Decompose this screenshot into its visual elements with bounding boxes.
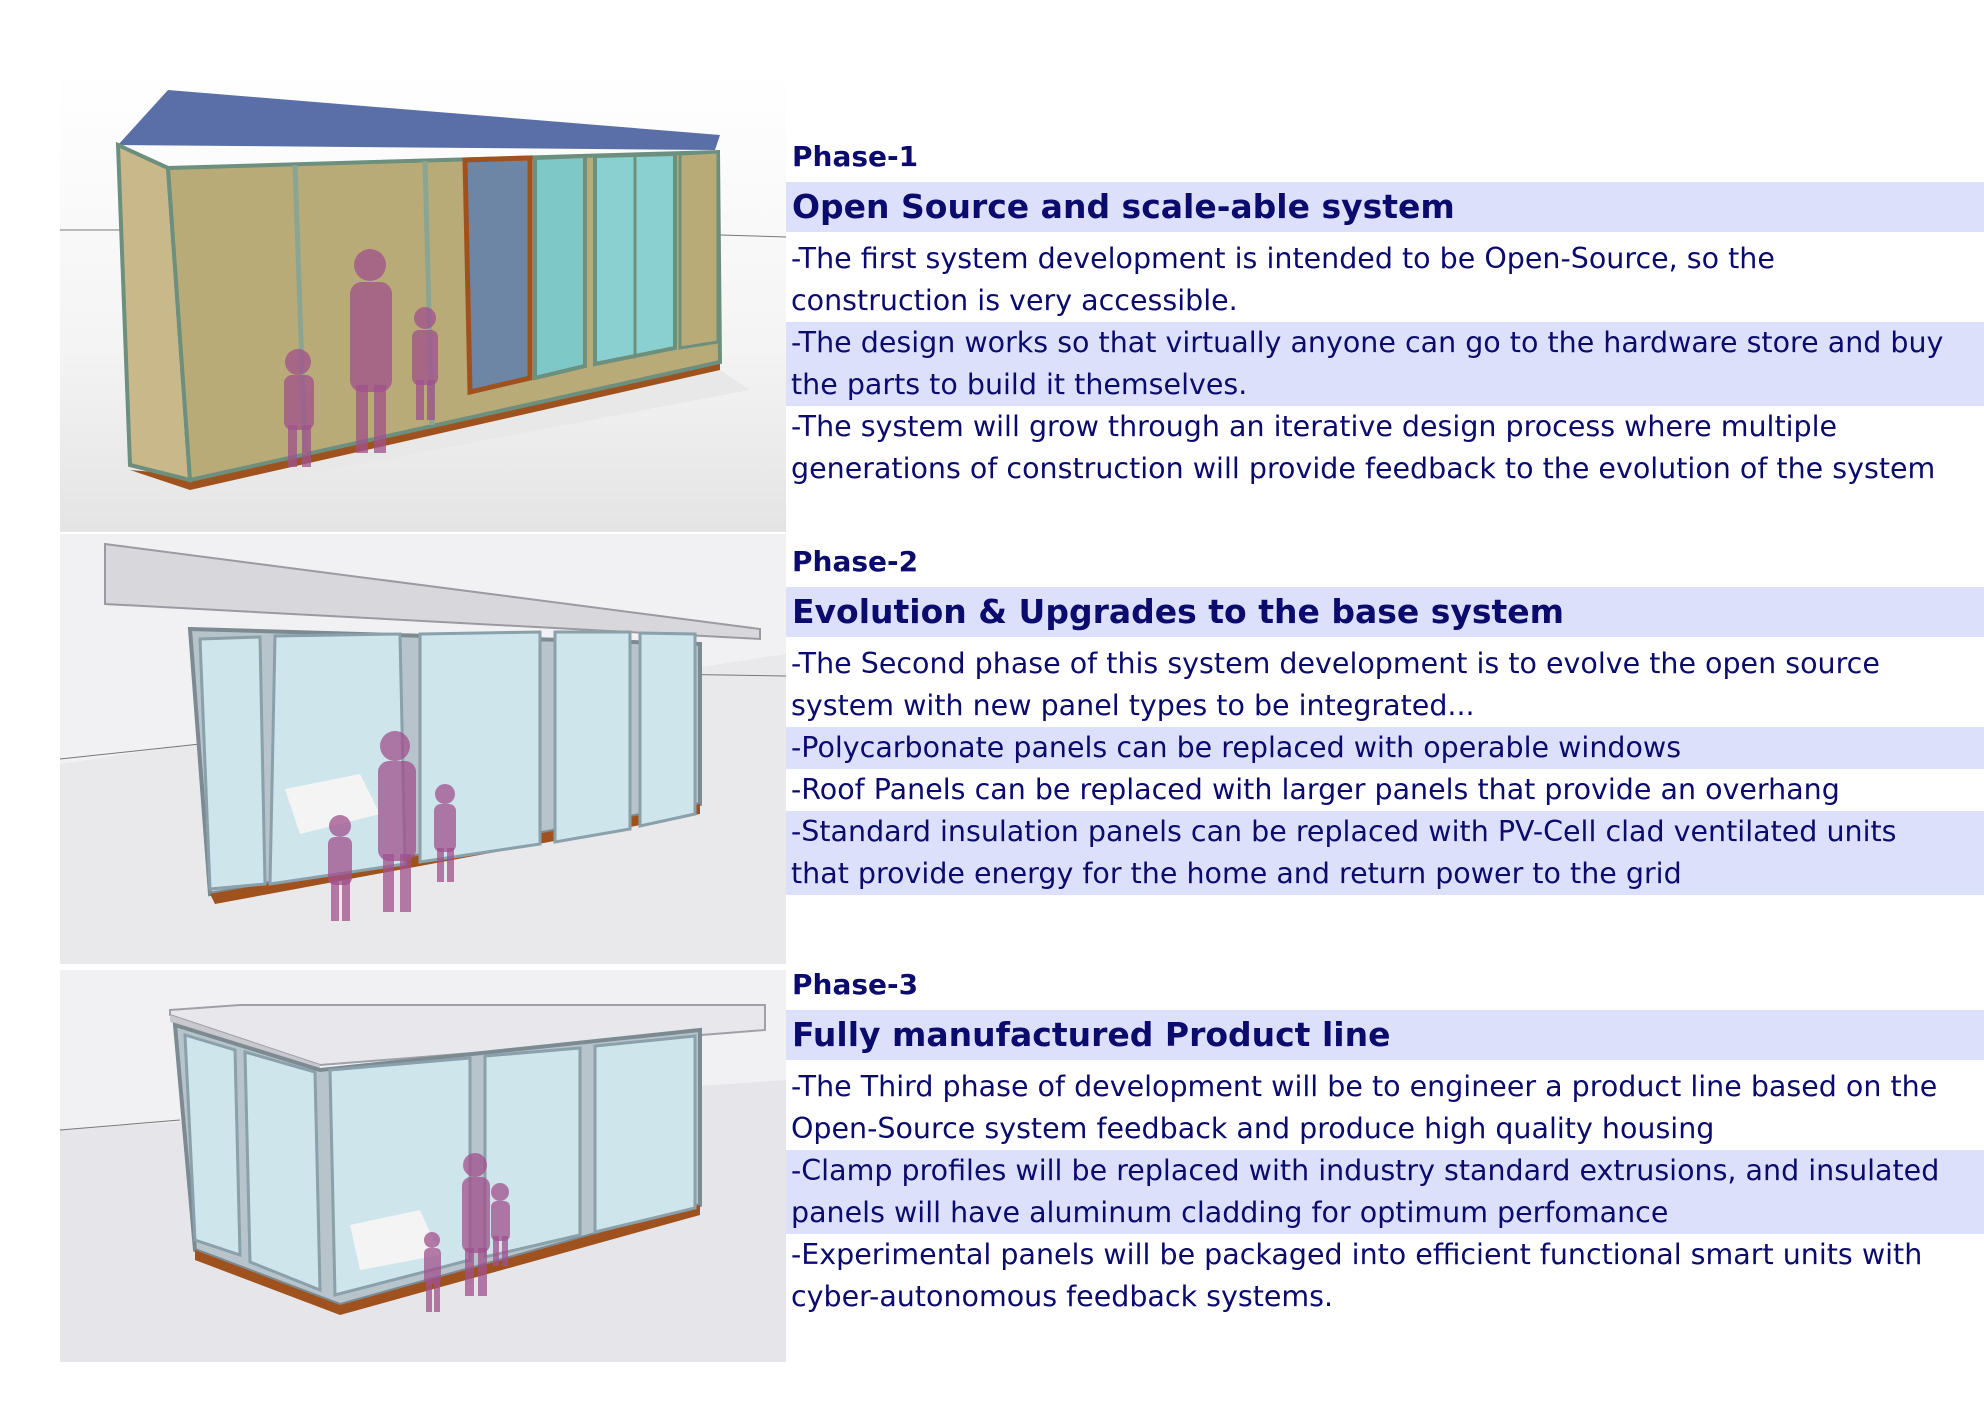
phase-label: Phase-2 [792,545,919,578]
phase-paragraph: -Clamp profiles will be replaced with industry standard extrusions, and insulated panels will have aluminum cladding for optimum perfomance [786,1150,1984,1234]
phase-3-rendering [60,970,786,1362]
phase-paragraph: -The system will grow through an iterative design process where multiple generations of construction will provide feedback to the evolution of the system [791,410,1936,485]
phase-1-rendering [60,70,786,532]
phase-label: Phase-3 [792,968,919,1001]
phase-paragraph: -Experimental panels will be packaged into efficient functional smart units with cyber-autonomous feedback systems. [791,1238,1923,1313]
phase-paragraph: -The design works so that virtually anyone can go to the hardware store and buy the parts to build it themselves. [786,322,1984,406]
phase-2-section [786,537,1984,895]
phase-paragraph: -The first system development is intended to be Open-Source, so the construction is very accessible. [791,242,1775,317]
phase-title: Open Source and scale-able system [786,182,1984,232]
phase-2-rendering [60,534,786,964]
phase-title: Evolution & Upgrades to the base system [786,587,1984,637]
phase-label: Phase-1 [792,140,919,173]
phase-paragraph: -Polycarbonate panels can be replaced with operable windows [786,727,1984,769]
phase-1-section [786,132,1984,490]
phase-paragraph: -The Second phase of this system development is to evolve the open source system with new panel types to be integrated... [791,647,1880,722]
phase-paragraph: -Roof Panels can be replaced with larger panels that provide an overhang [791,773,1840,806]
phase-paragraph: -The Third phase of development will be to engineer a product line based on the Open-Source system feedback and produce high quality housing [791,1070,1938,1145]
phase-3-section [786,960,1984,1318]
phase-paragraph: -Standard insulation panels can be replaced with PV-Cell clad ventilated units that provide energy for the home and return power to the grid [786,811,1984,895]
phase-title: Fully manufactured Product line [786,1010,1984,1060]
